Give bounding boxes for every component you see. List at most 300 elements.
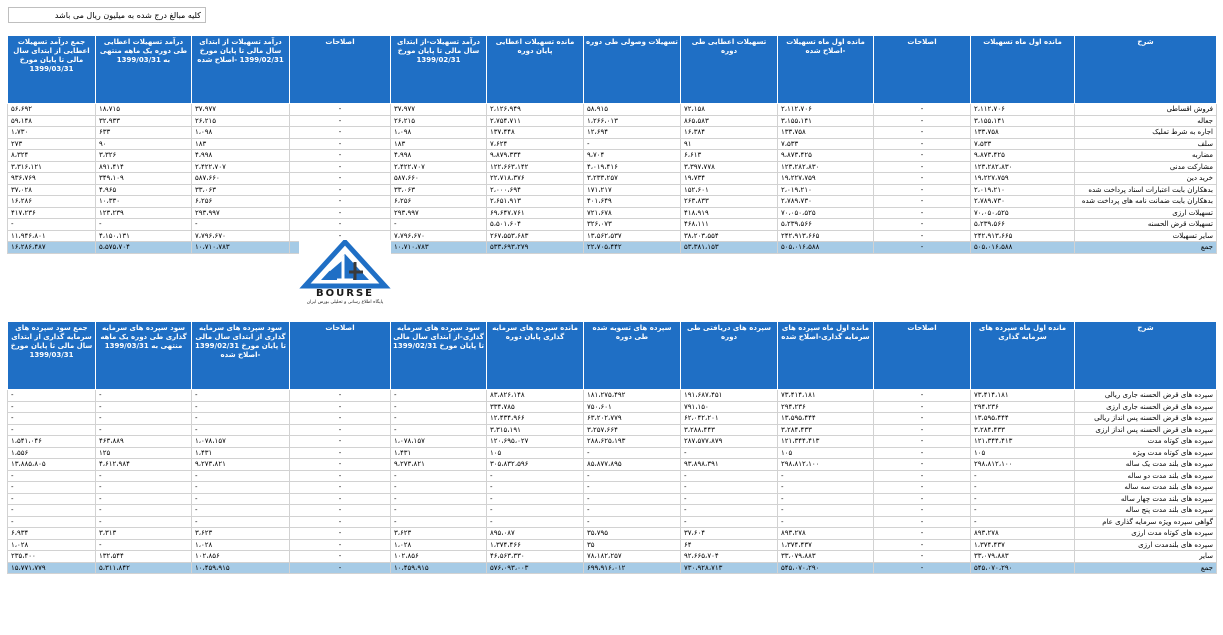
- table-cell: ۵۸۷،۶۶۰: [391, 173, 487, 185]
- table-cell: ۶،۹۳۴: [8, 528, 96, 540]
- table-cell: ۹۰: [96, 138, 192, 150]
- table-cell: ۲،۷۸۹،۷۳۰: [971, 196, 1075, 208]
- table-cell: ۶۹،۶۴۷،۷۶۱: [487, 207, 584, 219]
- column-header: اصلاحات: [874, 36, 971, 104]
- row-label: اجاره به شرط تملیک: [1075, 127, 1217, 139]
- table-cell: ۷۸،۱۸۲،۲۵۷: [584, 551, 681, 563]
- table-row: [8, 104, 1217, 116]
- row-label: جعاله: [1075, 115, 1217, 127]
- table-cell: ۳،۱۵۵،۱۴۱: [971, 115, 1075, 127]
- row-label: سپرده های بلند مدت پنج ساله: [1075, 505, 1217, 517]
- table-cell: -: [290, 482, 391, 494]
- table-cell: ۳،۳۱۶،۱۲۱: [8, 161, 96, 173]
- table-cell: -: [584, 493, 681, 505]
- table-cell: ۳۳،۰۶۳: [391, 184, 487, 196]
- table-cell: ۷،۵۳۳: [778, 138, 874, 150]
- table-row: [8, 413, 1217, 425]
- row-label: سایر تسهیلات: [1075, 230, 1217, 242]
- table-cell: ۲،۱۱۲،۷۰۶: [778, 104, 874, 116]
- table-cell: -: [290, 516, 391, 528]
- table-header-row: [8, 322, 1217, 390]
- table-cell: ۳،۳۲۶: [96, 150, 192, 162]
- table-cell: ۴۶۸،۱۱۱: [681, 219, 778, 231]
- table-cell: ۱۷۱،۲۱۷: [584, 184, 681, 196]
- table-cell: -: [681, 493, 778, 505]
- table-cell: -: [874, 219, 971, 231]
- table-cell: -: [584, 470, 681, 482]
- table-cell: ۱۰،۴۵۹،۹۱۵: [391, 562, 487, 574]
- table-cell: ۱،۳۷۴،۴۶۶: [487, 539, 584, 551]
- table-cell: ۱،۷۳۰: [8, 127, 96, 139]
- table-cell: ۲۲،۷۰۵،۴۴۲: [584, 242, 681, 254]
- table-cell: -: [290, 413, 391, 425]
- table-cell: ۳۲۶،۰۷۳: [584, 219, 681, 231]
- table-cell: -: [778, 516, 874, 528]
- table-cell: -: [192, 493, 290, 505]
- table-cell: ۷۰،۰۵۰،۵۲۵: [778, 207, 874, 219]
- table-cell: -: [391, 413, 487, 425]
- table-cell: -: [96, 539, 192, 551]
- table-cell: ۱۱،۹۴۶،۸۰۱: [8, 230, 96, 242]
- table-row: [8, 551, 1217, 563]
- table-cell: ۳،۳۱۵،۱۹۱: [487, 424, 584, 436]
- row-label: سپرده های قرض الحسنه پس انداز ریالی: [1075, 413, 1217, 425]
- table-cell: -: [874, 173, 971, 185]
- table-cell: -: [971, 470, 1075, 482]
- table-cell: ۱،۰۲۸: [391, 539, 487, 551]
- table-cell: -: [290, 127, 391, 139]
- table-cell: ۱،۵۵۶: [8, 447, 96, 459]
- table-cell: ۴،۱۵۰،۱۳۱: [96, 230, 192, 242]
- table-cell: ۳۰۵،۸۳۲،۵۹۶: [487, 459, 584, 471]
- table-cell: ۸۵،۸۷۷،۸۹۵: [584, 459, 681, 471]
- table-cell: -: [290, 219, 391, 231]
- table-cell: -: [874, 230, 971, 242]
- column-header: مانده اول ماه تسهیلات -اصلاح شده: [778, 36, 874, 104]
- table-cell: ۱۳۲،۵۴۴: [96, 551, 192, 563]
- table-cell: -: [8, 219, 96, 231]
- column-header: اصلاحات: [874, 322, 971, 390]
- table-cell: -: [874, 401, 971, 413]
- table-cell: ۷۹۱،۱۵۰: [681, 401, 778, 413]
- table-cell: -: [192, 401, 290, 413]
- table-cell: ۵۰۵،۰۱۶،۵۸۸: [778, 242, 874, 254]
- table-cell: -: [874, 424, 971, 436]
- table-row: [8, 150, 1217, 162]
- table-cell: -: [290, 436, 391, 448]
- table-cell: ۲۴۲،۹۱۳،۶۶۵: [971, 230, 1075, 242]
- table-cell: ۴۶،۵۶۳،۳۳۰: [487, 551, 584, 563]
- table-cell: ۹،۲۷۳،۸۲۱: [391, 459, 487, 471]
- table-cell: ۲،۴۲۲،۷۰۷: [391, 161, 487, 173]
- row-label: گواهی سپرده ویژه سرمایه گذاری عام: [1075, 516, 1217, 528]
- table-cell: ۱۳۳،۷۵۸: [778, 127, 874, 139]
- table-cell: ۲،۷۵۴،۷۱۱: [487, 115, 584, 127]
- table-cell: -: [778, 505, 874, 517]
- table-cell: ۲۸۷،۵۷۷،۸۷۹: [681, 436, 778, 448]
- table-cell: ۱۹۱،۶۸۷،۴۵۱: [681, 390, 778, 402]
- column-header: جمع درآمد تسهیلات اعطایی از ابتدای سال مالی تا پایان مورخ 1399/03/31: [8, 36, 96, 104]
- bourse-logo-mark: [299, 240, 391, 290]
- column-header: سود سپرده های سرمایه گذاری طی دوره یک ماهه منتهی به 1399/03/31: [96, 322, 192, 390]
- column-header: جمع سود سپرده های سرمایه گذاری از ابتدای سال مالی تا پایان مورخ 1399/03/31: [8, 322, 96, 390]
- row-label: جمع: [1075, 242, 1217, 254]
- table-cell: -: [8, 470, 96, 482]
- table-row: [8, 196, 1217, 208]
- table-cell: -: [874, 413, 971, 425]
- table-cell: -: [290, 230, 391, 242]
- table-cell: -: [8, 482, 96, 494]
- table-cell: -: [96, 413, 192, 425]
- table-cell: ۵،۵۰۱،۶۰۴: [487, 219, 584, 231]
- table-cell: -: [874, 447, 971, 459]
- row-label: خرید دین: [1075, 173, 1217, 185]
- table-cell: -: [8, 493, 96, 505]
- table-cell: ۹،۷۰۴: [584, 150, 681, 162]
- table-cell: ۱۳،۵۹۵،۴۴۴: [778, 413, 874, 425]
- table-cell: ۵۸۷،۶۶۰: [192, 173, 290, 185]
- table-cell: ۲۹۴،۲۳۶: [778, 401, 874, 413]
- table-cell: ۱،۵۴۱،۰۴۶: [8, 436, 96, 448]
- table-cell: ۱۳،۵۶۲،۵۳۷: [584, 230, 681, 242]
- table-row: [8, 115, 1217, 127]
- table-cell: -: [778, 482, 874, 494]
- table-cell: ۵،۲۳۹،۵۶۶: [971, 219, 1075, 231]
- table-cell: ۱۲۳،۲۸۲،۸۳۰: [971, 161, 1075, 173]
- table-row: [8, 184, 1217, 196]
- table-cell: -: [192, 413, 290, 425]
- table-cell: -: [290, 138, 391, 150]
- row-label: سپرده های بلند مدت دو ساله: [1075, 470, 1217, 482]
- table-cell: ۵۶،۶۹۲: [8, 104, 96, 116]
- column-header: درآمد تسهیلات اعطایی طی دوره یک ماهه منتهی به 1399/03/31: [96, 36, 192, 104]
- table-cell: -: [874, 551, 971, 563]
- column-header: شرح: [1075, 36, 1217, 104]
- row-label: سپرده های کوتاه مدت ویژه: [1075, 447, 1217, 459]
- table-cell: ۹۳،۸۹۸،۳۹۱: [681, 459, 778, 471]
- table-cell: ۱۰،۷۱۰،۷۸۳: [192, 242, 290, 254]
- table-cell: ۳۷،۰۲۸: [8, 184, 96, 196]
- table-cell: -: [584, 138, 681, 150]
- table-cell: ۲،۱۲۶،۹۴۹: [487, 104, 584, 116]
- table-cell: ۱۲۳،۲۳۹: [96, 207, 192, 219]
- table-cell: -: [778, 470, 874, 482]
- table-cell: ۱۳۳،۷۵۸: [971, 127, 1075, 139]
- table-cell: ۱۲۰،۶۹۵،۰۲۷: [487, 436, 584, 448]
- table-cell: -: [874, 104, 971, 116]
- table-cell: -: [290, 401, 391, 413]
- column-header: سپرده های دریافتی طی دوره: [681, 322, 778, 390]
- table-cell: ۴،۹۶۵: [96, 184, 192, 196]
- table-cell: -: [290, 390, 391, 402]
- table-cell: -: [971, 516, 1075, 528]
- table-cell: ۱۵،۷۷۱،۷۷۹: [8, 562, 96, 574]
- table-cell: ۱۳،۵۹۵،۴۴۴: [971, 413, 1075, 425]
- table-cell: ۳،۳۹۷،۷۷۸: [681, 161, 778, 173]
- table-cell: ۱۲،۶۹۴: [584, 127, 681, 139]
- table-cell: -: [874, 196, 971, 208]
- table-cell: ۲۹۳،۹۹۷: [391, 207, 487, 219]
- table-cell: ۳۵،۷۹۵: [584, 528, 681, 540]
- table-cell: ۷۵۰،۶۰۱: [584, 401, 681, 413]
- table-cell: ۹۲،۶۶۵،۷۰۴: [681, 551, 778, 563]
- table-cell: -: [874, 470, 971, 482]
- row-label: بدهکاران بابت ضمانت نامه های پرداخت شده: [1075, 196, 1217, 208]
- table-cell: ۱۸۳: [391, 138, 487, 150]
- table-cell: ۱۵۲،۶۰۱: [681, 184, 778, 196]
- column-header: مانده سپرده های سرمایه گذاری پایان دوره: [487, 322, 584, 390]
- table-cell: -: [290, 184, 391, 196]
- table-cell: ۵۹،۱۴۸: [8, 115, 96, 127]
- table-cell: ۱،۲۶۶،۰۱۳: [584, 115, 681, 127]
- table-cell: ۳،۲۵۷،۶۶۴: [584, 424, 681, 436]
- table-cell: ۹،۸۷۳،۴۲۵: [971, 150, 1075, 162]
- table-cell: ۳،۲۸۸،۴۴۳: [681, 424, 778, 436]
- row-label: تسهیلات قرض الحسنه: [1075, 219, 1217, 231]
- row-label: مضاربه: [1075, 150, 1217, 162]
- table-cell: ۵۰۵،۰۱۶،۵۸۸: [971, 242, 1075, 254]
- table-cell: ۱۹،۲۲۷،۷۵۹: [971, 173, 1075, 185]
- table-cell: ۱،۰۲۸: [8, 539, 96, 551]
- table-cell: ۱،۳۷۴،۴۳۷: [971, 539, 1075, 551]
- table-cell: ۱۲۱،۳۴۴،۴۱۳: [971, 436, 1075, 448]
- table-cell: -: [391, 424, 487, 436]
- table-cell: -: [874, 493, 971, 505]
- table-cell: -: [8, 390, 96, 402]
- bourse-logo: [299, 240, 391, 308]
- table-cell: -: [192, 390, 290, 402]
- table-cell: -: [290, 173, 391, 185]
- table-cell: ۱،۰۹۸: [192, 127, 290, 139]
- table-cell: -: [96, 493, 192, 505]
- table-cell: ۲،۰۱۹،۲۱۰: [971, 184, 1075, 196]
- table-cell: -: [192, 505, 290, 517]
- table-cell: ۷۲،۱۵۸: [681, 104, 778, 116]
- table-row: [8, 230, 1217, 242]
- table-cell: ۴۱۷،۲۳۶: [8, 207, 96, 219]
- table-cell: -: [874, 505, 971, 517]
- row-label: سپرده های قرض الحسنه جاری ارزی: [1075, 401, 1217, 413]
- table-cell: ۵،۳۱۱،۸۴۲: [96, 562, 192, 574]
- column-header: تسهیلات اعطایی طی دوره: [681, 36, 778, 104]
- table-cell: ۱۰۵: [778, 447, 874, 459]
- table-cell: -: [290, 562, 391, 574]
- table-cell: ۱۲۱،۳۴۴،۴۱۳: [778, 436, 874, 448]
- table-cell: -: [391, 516, 487, 528]
- table-row: [8, 528, 1217, 540]
- table-cell: ۱۰،۷۱۰،۷۸۳: [391, 242, 487, 254]
- table-cell: -: [96, 390, 192, 402]
- row-label: سلف: [1075, 138, 1217, 150]
- table-cell: ۲،۷۸۹،۷۳۰: [778, 196, 874, 208]
- table-cell: -: [487, 482, 584, 494]
- table-cell: ۲۹۴،۲۳۶: [971, 401, 1075, 413]
- table-cell: -: [874, 436, 971, 448]
- row-label: سپرده های قرض الحسنه جاری ریالی: [1075, 390, 1217, 402]
- table-cell: ۸،۳۲۴: [8, 150, 96, 162]
- column-header: درآمد تسهیلات-از ابتدای سال مالی تا پایان مورخ 1399/02/31: [391, 36, 487, 104]
- table-cell: ۷۳۰،۹۲۸،۷۱۳: [681, 562, 778, 574]
- table-row: [8, 127, 1217, 139]
- table-cell: ۳،۶۲۳: [192, 528, 290, 540]
- table-row: [8, 207, 1217, 219]
- table-cell: ۲۶،۲۱۵: [192, 115, 290, 127]
- table-cell: ۱۲۲،۶۶۳،۱۴۲: [487, 161, 584, 173]
- table-row: [8, 470, 1217, 482]
- table-cell: ۲۴۲،۹۱۳،۶۶۵: [778, 230, 874, 242]
- table-row: [8, 161, 1217, 173]
- table-cell: ۱،۰۷۸،۱۵۷: [391, 436, 487, 448]
- table-cell: ۱۹،۷۳۴: [681, 173, 778, 185]
- column-header: شرح: [1075, 322, 1217, 390]
- table-cell: ۳،۶۲۳: [391, 528, 487, 540]
- table-row: [8, 424, 1217, 436]
- table-cell: ۱،۰۲۸: [192, 539, 290, 551]
- table-cell: -: [96, 516, 192, 528]
- row-label: تسهیلات ارزی: [1075, 207, 1217, 219]
- table-cell: ۲۶۳،۸۳۳: [681, 196, 778, 208]
- table-cell: -: [874, 539, 971, 551]
- table-cell: ۷۲۱،۶۷۸: [584, 207, 681, 219]
- table-cell: ۱۳،۸۸۵،۸۰۵: [8, 459, 96, 471]
- table-row: [8, 505, 1217, 517]
- table-cell: ۳۸،۲۰۳،۵۵۴: [681, 230, 778, 242]
- table-cell: -: [584, 482, 681, 494]
- table-cell: ۳۷،۹۷۷: [391, 104, 487, 116]
- total-row: [8, 242, 1217, 254]
- table-cell: ۷،۷۹۶،۶۷۰: [192, 230, 290, 242]
- table-row: [8, 459, 1217, 471]
- table-cell: ۳۵: [584, 539, 681, 551]
- table-cell: ۵۷۶،۰۹۳،۰۰۳: [487, 562, 584, 574]
- table-cell: -: [874, 562, 971, 574]
- table-cell: ۵،۵۷۵،۷۰۴: [96, 242, 192, 254]
- column-header: مانده اول ماه تسهیلات: [971, 36, 1075, 104]
- table-cell: -: [290, 505, 391, 517]
- table-cell: -: [391, 493, 487, 505]
- table-cell: ۱۶،۳۸۴: [681, 127, 778, 139]
- row-label: بدهکاران بابت اعتبارات اسناد پرداخت شده: [1075, 184, 1217, 196]
- table-row: [8, 482, 1217, 494]
- table-cell: -: [8, 424, 96, 436]
- table-cell: ۶،۲۵۶: [192, 196, 290, 208]
- table-cell: -: [96, 470, 192, 482]
- table-cell: ۳۳،۰۶۳: [192, 184, 290, 196]
- table-cell: -: [681, 482, 778, 494]
- table-cell: -: [487, 493, 584, 505]
- loans-table: [7, 35, 1217, 254]
- table-cell: ۵۳،۳۸۱،۱۵۳: [681, 242, 778, 254]
- table-cell: -: [584, 447, 681, 459]
- table-cell: -: [96, 219, 192, 231]
- table-cell: ۹،۸۷۹،۳۳۴: [487, 150, 584, 162]
- table-cell: -: [290, 470, 391, 482]
- table-cell: -: [192, 470, 290, 482]
- table-row: [8, 493, 1217, 505]
- row-label: سپرده های کوتاه مدت: [1075, 436, 1217, 448]
- deposits-table: [7, 321, 1217, 574]
- table-cell: ۱۰۲،۸۵۶: [391, 551, 487, 563]
- table-cell: ۴۶۳،۸۸۹: [96, 436, 192, 448]
- table-cell: ۴،۹۹۸: [192, 150, 290, 162]
- table-cell: ۶۹۹،۹۱۶،۰۱۲: [584, 562, 681, 574]
- table-cell: ۳۳۴،۷۸۵: [487, 401, 584, 413]
- table-cell: -: [290, 196, 391, 208]
- table-cell: -: [290, 539, 391, 551]
- table-cell: -: [290, 551, 391, 563]
- table-cell: ۱۲۳،۲۸۲،۸۳۰: [778, 161, 874, 173]
- table-row: [8, 390, 1217, 402]
- table-cell: ۱۰،۴۵۹،۹۱۵: [192, 562, 290, 574]
- table-cell: ۹،۲۷۳،۸۲۱: [192, 459, 290, 471]
- table-cell: ۲،۱۱۲،۷۰۶: [971, 104, 1075, 116]
- table-cell: ۲۲،۷۱۸،۳۷۶: [487, 173, 584, 185]
- row-label: سپرده های بلند مدت یک ساله: [1075, 459, 1217, 471]
- table-cell: -: [290, 447, 391, 459]
- table-cell: -: [584, 505, 681, 517]
- table-cell: ۳۳،۰۷۹،۸۸۳: [971, 551, 1075, 563]
- table-cell: ۶،۲۵۶: [391, 196, 487, 208]
- table-cell: -: [874, 115, 971, 127]
- table-cell: -: [96, 424, 192, 436]
- table-cell: ۲۹۳،۹۹۷: [192, 207, 290, 219]
- row-label: جمع: [1075, 562, 1217, 574]
- table-cell: ۷۰،۰۵۰،۵۲۵: [971, 207, 1075, 219]
- table-cell: ۱۰۵: [487, 447, 584, 459]
- table-cell: ۲۷۳: [8, 138, 96, 150]
- table-row: [8, 173, 1217, 185]
- table-cell: ۲۹۸،۸۱۲،۱۰۰: [778, 459, 874, 471]
- table-cell: ۳،۱۵۵،۱۴۱: [778, 115, 874, 127]
- table-cell: ۲،۶۵۱،۹۱۳: [487, 196, 584, 208]
- table-cell: -: [874, 207, 971, 219]
- table-cell: -: [391, 482, 487, 494]
- table-cell: -: [874, 482, 971, 494]
- table-row: [8, 539, 1217, 551]
- table-cell: ۱،۰۷۸،۱۵۷: [192, 436, 290, 448]
- table-cell: -: [971, 505, 1075, 517]
- table-cell: ۵،۲۳۹،۵۶۶: [778, 219, 874, 231]
- table-cell: ۷،۵۳۳: [971, 138, 1075, 150]
- table-cell: ۷۳،۴۱۴،۱۸۱: [778, 390, 874, 402]
- table-cell: ۱،۴۳۱: [391, 447, 487, 459]
- table-cell: ۹۳۶،۷۶۹: [8, 173, 96, 185]
- table-cell: -: [971, 482, 1075, 494]
- column-header: سود سپرده های سرمایه گذاری از ابتدای سال مالی تا پایان مورخ 1399/02/31 -اصلاح شده: [192, 322, 290, 390]
- row-label: سپرده های بلند مدت سه ساله: [1075, 482, 1217, 494]
- table-cell: ۶،۶۱۳: [681, 150, 778, 162]
- row-label: سایر: [1075, 551, 1217, 563]
- table-row: [8, 436, 1217, 448]
- table-cell: ۶۳،۲۰۲،۷۷۹: [584, 413, 681, 425]
- column-header: تسهیلات وصولی طی دوره: [584, 36, 681, 104]
- table-cell: -: [290, 161, 391, 173]
- table-cell: ۸۹۳،۲۷۸: [971, 528, 1075, 540]
- table-cell: -: [681, 447, 778, 459]
- row-label: سپرده های بلند مدت چهار ساله: [1075, 493, 1217, 505]
- table-cell: -: [192, 219, 290, 231]
- table-cell: -: [487, 505, 584, 517]
- table-cell: -: [8, 505, 96, 517]
- table-cell: -: [290, 207, 391, 219]
- table-cell: -: [290, 528, 391, 540]
- table-cell: ۳،۳۱۳: [96, 528, 192, 540]
- table-cell: ۱۸۱،۲۷۵،۴۹۲: [584, 390, 681, 402]
- table-cell: -: [290, 150, 391, 162]
- table-cell: -: [391, 390, 487, 402]
- table-cell: ۳۲،۹۳۳: [96, 115, 192, 127]
- row-label: مشارکت مدنی: [1075, 161, 1217, 173]
